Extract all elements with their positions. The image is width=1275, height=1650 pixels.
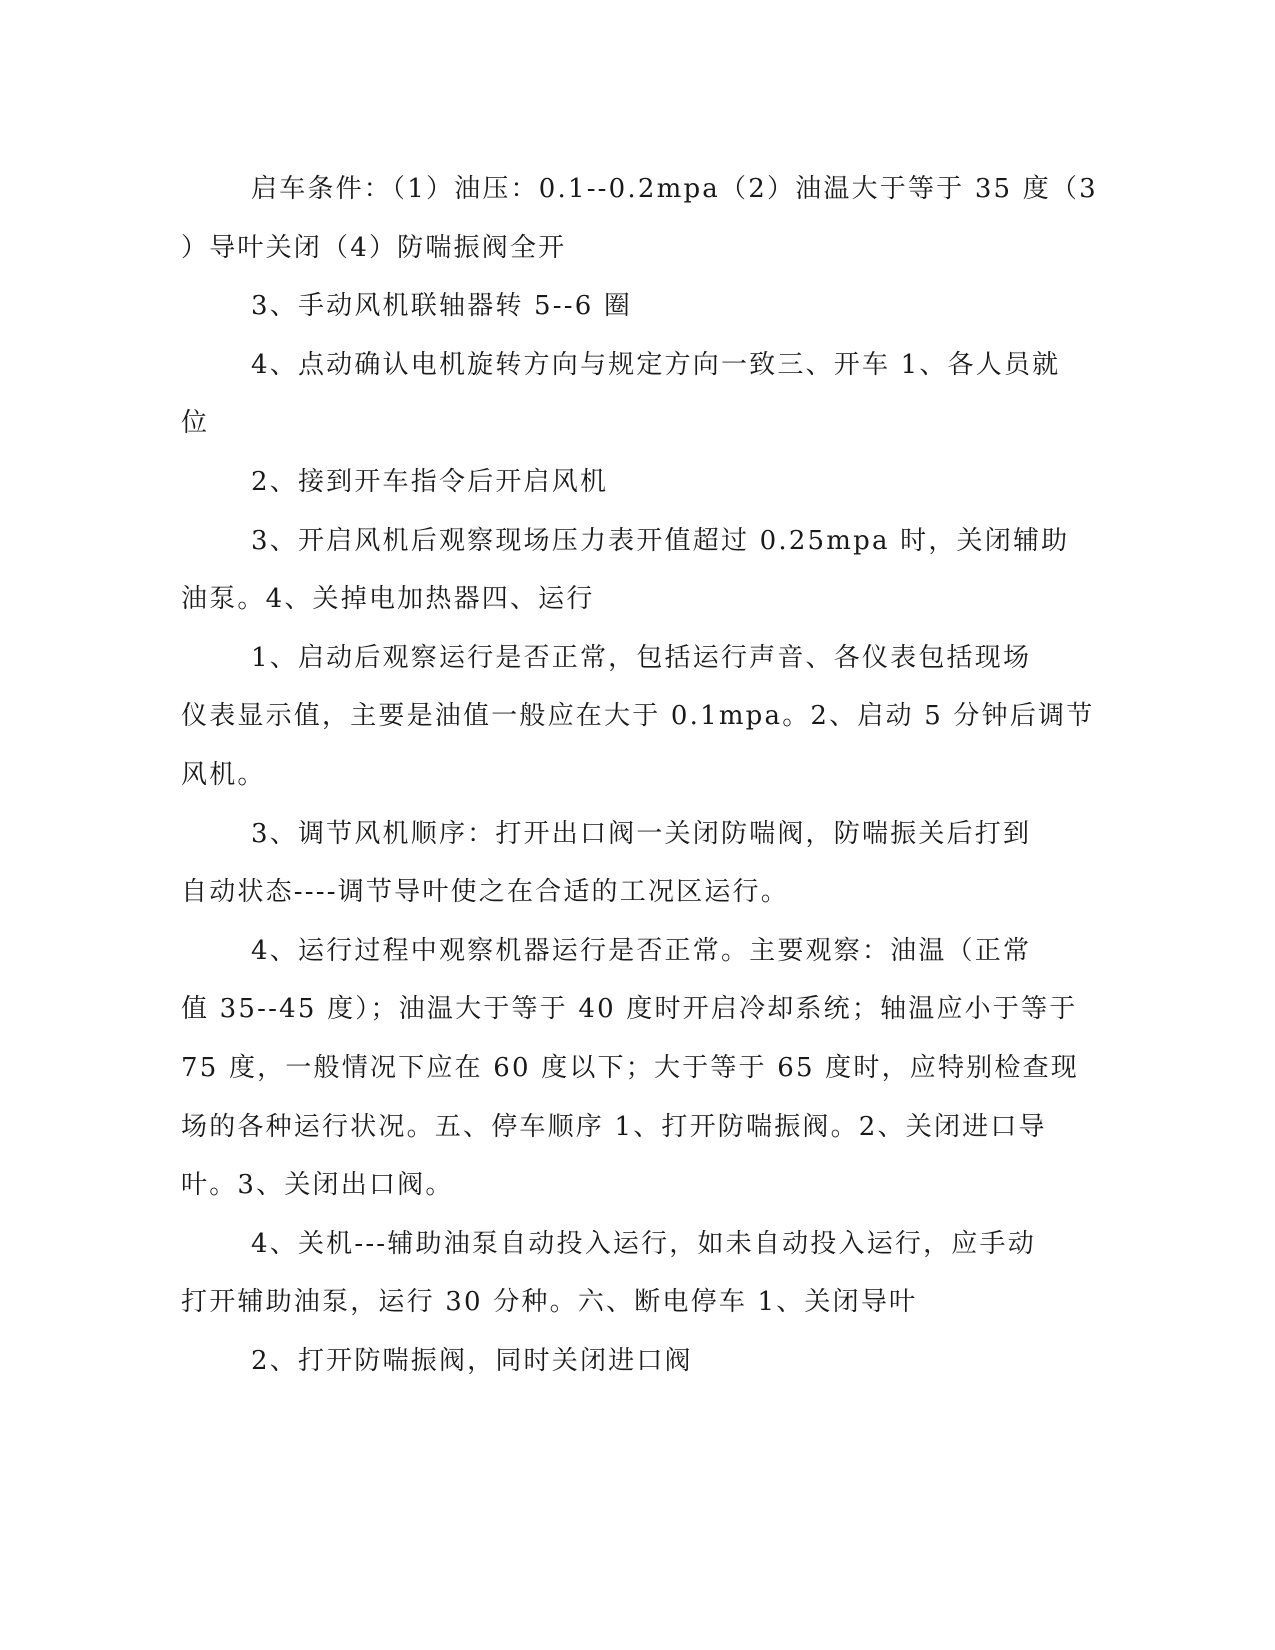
text-line: 打开辅助油泵，运行 30 分种。六、断电停车 1、关闭导叶 xyxy=(181,1287,918,1318)
text-line: 75 度，一般情况下应在 60 度以下；大于等于 65 度时，应特别检查现 xyxy=(181,1052,1079,1083)
text-line: ）导叶关闭（4）防喘振阀全开 xyxy=(181,232,567,263)
text-line: 位 xyxy=(181,408,210,439)
text-line: 3、手动风机联轴器转 5--6 圈 xyxy=(251,291,633,322)
text-line: 2、接到开车指令后开启风机 xyxy=(251,466,609,497)
text-line: 3、开启风机后观察现场压力表开值超过 0.25mpa 时，关闭辅助 xyxy=(251,525,1070,556)
text-line: 值 35--45 度）；油温大于等于 40 度时开启冷却系统；轴温应小于等于 xyxy=(181,994,1078,1025)
document-body xyxy=(181,160,1098,1390)
text-line: 仪表显示值，主要是油值一般应在大于 0.1mpa。2、启动 5 分钟后调节 xyxy=(181,701,1095,732)
text-line: 1、启动后观察运行是否正常，包括运行声音、各仪表包括现场 xyxy=(251,642,1032,673)
text-line: 2、打开防喘振阀，同时关闭进口阀 xyxy=(251,1345,693,1376)
text-line: 启车条件：（1）油压：0.1--0.2mpa（2）油温大于等于 35 度（3 xyxy=(251,174,1098,204)
text-line: 油泵。4、关掉电加热器四、运行 xyxy=(181,584,595,615)
text-line: 3、调节风机顺序：打开出口阀一关闭防喘阀，防喘振关后打到 xyxy=(251,818,1032,849)
text-line: 叶。3、关闭出口阀。 xyxy=(181,1170,454,1201)
text-line: 场的各种运行状况。五、停车顺序 1、打开防喘振阀。2、关闭进口导 xyxy=(181,1111,1047,1142)
text-line: 风机。 xyxy=(181,759,266,790)
text-line: 4、关机---辅助油泵自动投入运行，如未自动投入运行，应手动 xyxy=(251,1228,1036,1259)
text-line: 4、运行过程中观察机器运行是否正常。主要观察：油温（正常 xyxy=(251,935,1032,966)
text-line: 自动状态----调节导叶使之在合适的工况区运行。 xyxy=(181,877,789,908)
text-line: 4、点动确认电机旋转方向与规定方向一致三、开车 1、各人员就 xyxy=(251,349,1061,380)
